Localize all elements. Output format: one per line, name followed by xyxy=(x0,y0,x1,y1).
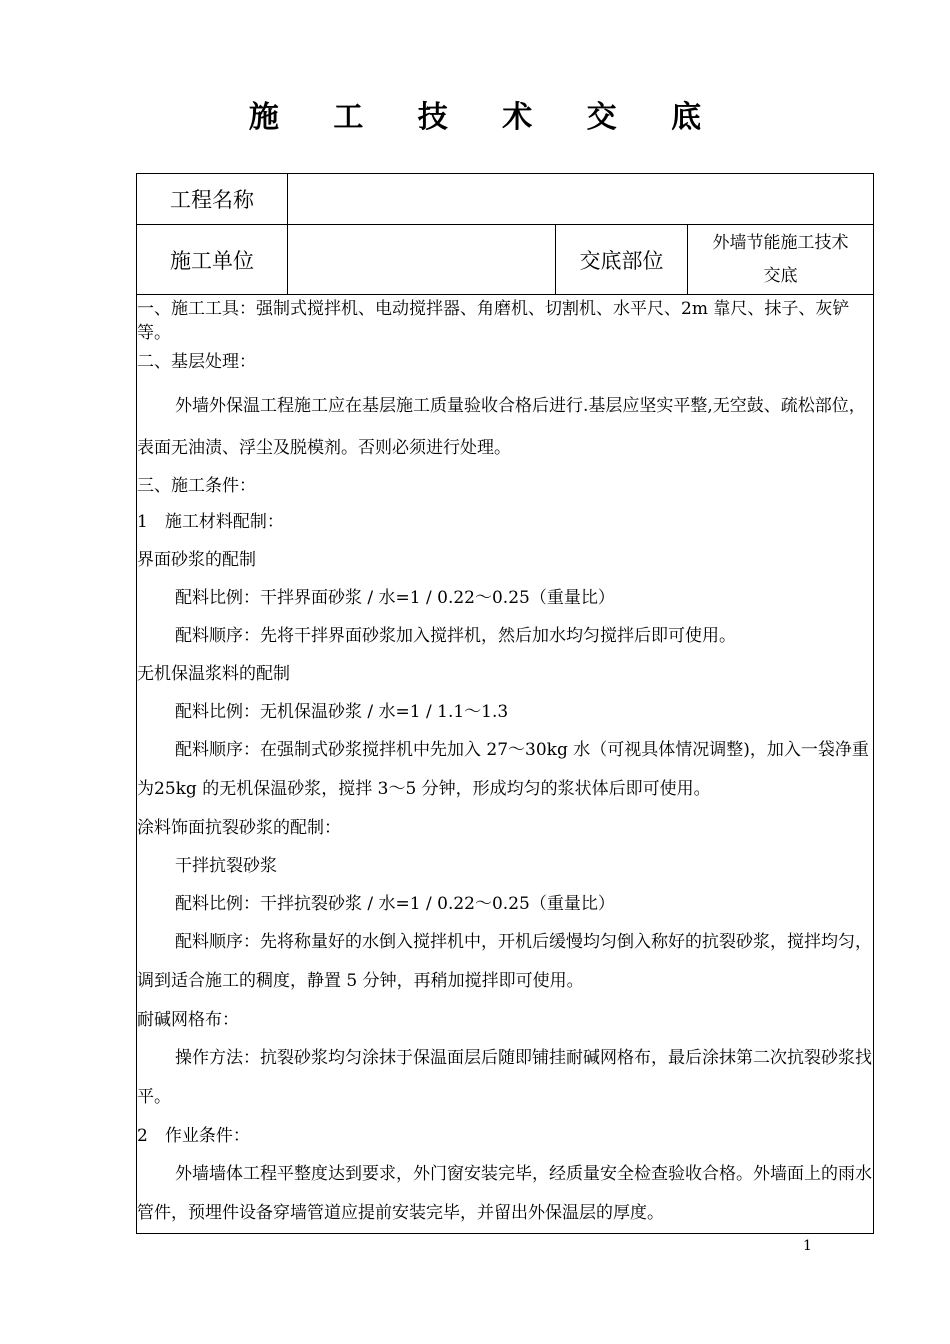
location-label: 交底部位 xyxy=(556,225,688,295)
project-name-row xyxy=(137,174,874,225)
crack-mortar-heading: 涂料饰面抗裂砂浆的配制： xyxy=(137,818,341,838)
section-conditions-heading: 三、施工条件： xyxy=(137,476,256,496)
unit-row xyxy=(137,225,874,295)
work-conditions-heading: 2 作业条件： xyxy=(137,1126,250,1146)
location-value-line1: 外墙节能施工技术 xyxy=(712,232,849,253)
project-name-label: 工程名称 xyxy=(137,174,288,225)
crack-mortar-order: 配料顺序：先将称量好的水倒入搅拌机中，开机后缓慢均匀倒入称好的抗裂砂浆，搅拌均匀，调到适合施工的稠度，静置 5 分钟，再稍加搅拌即可使用。 xyxy=(137,932,872,991)
materials-heading: 1 施工材料配制： xyxy=(137,512,284,532)
insulation-mortar-order: 配料顺序：在强制式砂浆搅拌机中先加入 27～30kg 水（可视具体情况调整)，加入一袋净重为25kg 的无机保温砂浆，搅拌 3～5 分钟，形成均匀的浆状体后即可使用。 xyxy=(137,740,869,799)
interface-mortar-heading: 界面砂浆的配制 xyxy=(137,550,256,570)
page-number: 1 xyxy=(803,1238,812,1254)
section-base-heading: 二、基层处理： xyxy=(137,352,256,372)
location-value xyxy=(688,225,874,295)
work-conditions-paragraph: 外墙墙体工程平整度达到要求，外门窗安装完毕，经质量安全检查验收合格。外墙面上的雨水管件，预埋件设备穿墙管道应提前安装完毕，并留出外保温层的厚度。 xyxy=(137,1164,872,1223)
mesh-heading: 耐碱网格布： xyxy=(137,1010,239,1030)
location-value-line2: 交底 xyxy=(763,265,798,286)
construction-unit-value xyxy=(288,225,556,295)
mesh-method: 操作方法：抗裂砂浆均匀涂抹于保温面层后随即铺挂耐碱网格布，最后涂抹第二次抗裂砂浆找平。 xyxy=(137,1048,872,1107)
insulation-mortar-heading: 无机保温浆料的配制 xyxy=(137,664,290,684)
content-row xyxy=(137,295,874,1234)
disclosure-table xyxy=(136,173,874,1234)
section-base-paragraph: 外墙外保温工程施工应在基层施工质量验收合格后进行.基层应坚实平整,无空鼓、疏松部位，表面无油渍、浮尘及脱模剂。否则必须进行处理。 xyxy=(137,396,866,458)
document-title: 施 工 技 术 交 底 xyxy=(248,100,724,135)
crack-mortar-ratio: 配料比例：干拌抗裂砂浆 / 水=1 / 0.22～0.25（重量比） xyxy=(175,894,615,914)
crack-mortar-subheading: 干拌抗裂砂浆 xyxy=(175,856,277,876)
interface-mortar-order: 配料顺序：先将干拌界面砂浆加入搅拌机，然后加水均匀搅拌后即可使用。 xyxy=(175,626,736,646)
interface-mortar-ratio: 配料比例：干拌界面砂浆 / 水=1 / 0.22～0.25（重量比） xyxy=(175,588,615,608)
content-cell xyxy=(137,295,874,1234)
insulation-mortar-ratio: 配料比例：无机保温砂浆 / 水=1 / 1.1～1.3 xyxy=(175,702,509,722)
section-tools: 一、施工工具：强制式搅拌机、电动搅拌器、角磨机、切割机、水平尺、2m 靠尺、抹子、灰铲等。 xyxy=(137,299,850,343)
project-name-value xyxy=(288,174,874,225)
content-body xyxy=(137,295,873,1233)
construction-unit-label: 施工单位 xyxy=(137,225,288,295)
